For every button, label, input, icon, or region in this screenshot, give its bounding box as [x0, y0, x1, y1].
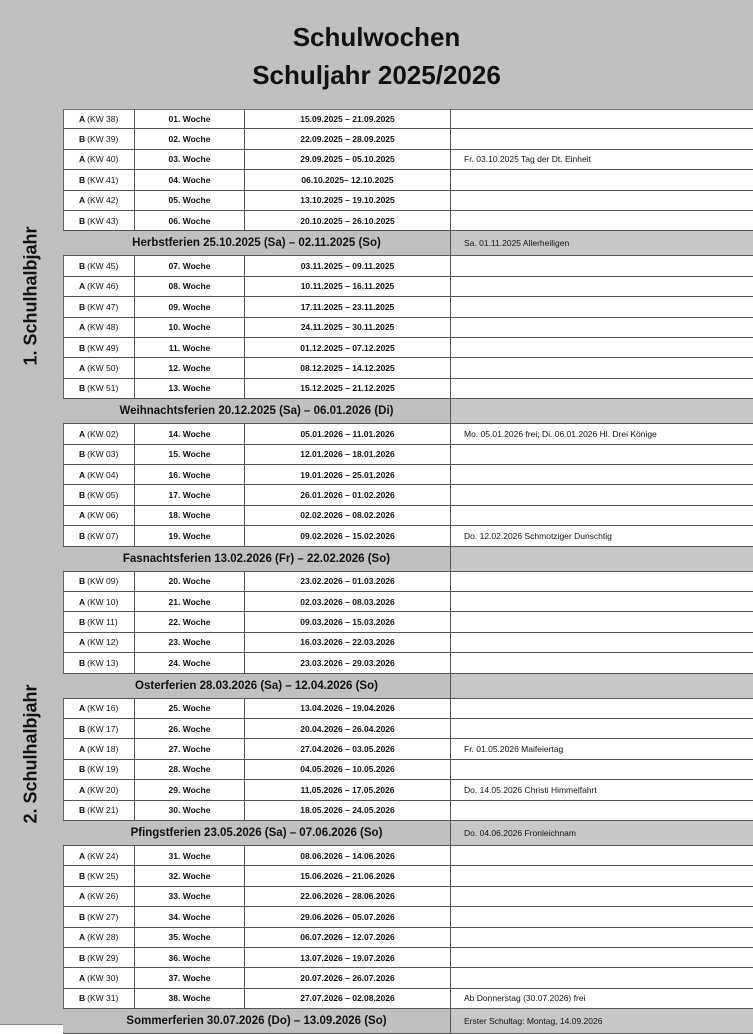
calendar-week: (KW 04)	[87, 469, 119, 480]
ab-label: A	[79, 154, 86, 165]
week-note	[451, 506, 753, 525]
week-cycle-cell	[63, 191, 135, 210]
calendar-week: (KW 17)	[87, 723, 119, 734]
ab-label: A	[79, 363, 86, 374]
week-note	[451, 129, 753, 148]
week-dates: 04.05.2026 – 10.05.2026	[245, 760, 451, 779]
week-row	[63, 485, 753, 505]
ab-label: A	[79, 637, 86, 648]
week-cycle-cell	[63, 211, 135, 230]
week-dates: 08.12.2025 – 14.12.2025	[245, 358, 451, 377]
week-note: Fr. 03.10.2025 Tag der Dt. Einheit	[464, 154, 591, 165]
week-dates: 06.10.2025– 12.10.2025	[245, 170, 451, 189]
ab-label: B	[79, 261, 86, 272]
week-note	[451, 948, 753, 967]
week-number: 18. Woche	[135, 506, 245, 525]
week-note	[451, 699, 753, 718]
ab-label: B	[79, 576, 86, 587]
ab-label: A	[79, 428, 86, 439]
holiday-label: Weihnachtsferien 20.12.2025 (Sa) – 06.01.2026 (Di)	[63, 399, 451, 423]
week-note	[451, 866, 753, 885]
week-cycle-cell	[63, 109, 135, 128]
calendar-week: (KW 31)	[87, 993, 119, 1004]
week-note	[451, 846, 753, 865]
week-note	[451, 612, 753, 631]
ab-label: B	[79, 952, 86, 963]
week-row	[63, 170, 753, 190]
ab-label: B	[79, 805, 86, 816]
ab-label: B	[79, 301, 86, 312]
week-cycle-cell	[63, 506, 135, 525]
calendar-week: (KW 40)	[87, 154, 119, 165]
week-note: Mo. 05.01.2026 frei; Di. 06.01.2026 Hl. Drei Könige	[464, 428, 657, 439]
week-number: 24. Woche	[135, 653, 245, 672]
week-dates: 24.11.2025 – 30.11.2025	[245, 318, 451, 337]
ab-label: A	[79, 322, 86, 333]
week-note	[451, 907, 753, 926]
week-row	[63, 379, 753, 399]
week-number: 12. Woche	[135, 358, 245, 377]
week-number: 06. Woche	[135, 211, 245, 230]
holiday-label: Herbstferien 25.10.2025 (Sa) – 02.11.2025 (So)	[63, 231, 451, 255]
ab-label: B	[79, 383, 86, 394]
ab-label: B	[79, 764, 86, 775]
week-row	[63, 612, 753, 632]
week-row	[63, 801, 753, 821]
holiday-label: Osterferien 28.03.2026 (Sa) – 12.04.2026 (So)	[63, 674, 451, 698]
week-note	[451, 760, 753, 779]
week-row	[63, 445, 753, 465]
week-cycle-cell	[63, 928, 135, 947]
calendar-week: (KW 11)	[87, 617, 118, 628]
ab-label: B	[79, 617, 86, 628]
week-dates: 13.07.2026 – 19.07.2026	[245, 948, 451, 967]
ab-label: A	[79, 703, 86, 714]
week-number: 10. Woche	[135, 318, 245, 337]
week-number: 14. Woche	[135, 424, 245, 443]
week-cycle-cell	[63, 379, 135, 398]
week-number: 36. Woche	[135, 948, 245, 967]
calendar-week: (KW 02)	[87, 428, 119, 439]
calendar-week: (KW 25)	[87, 871, 119, 882]
week-cycle-cell	[63, 485, 135, 504]
week-cycle-cell	[63, 866, 135, 885]
week-dates: 27.04.2026 – 03.05.2026	[245, 739, 451, 758]
week-number: 01. Woche	[135, 109, 245, 128]
week-number: 34. Woche	[135, 907, 245, 926]
week-dates: 02.03.2026 – 08.03.2026	[245, 592, 451, 611]
week-cycle-cell	[63, 968, 135, 987]
week-cycle-cell	[63, 739, 135, 758]
week-number: 20. Woche	[135, 572, 245, 591]
week-row	[63, 699, 753, 719]
calendar-week: (KW 03)	[87, 449, 119, 460]
ab-label: B	[79, 911, 86, 922]
week-row	[63, 526, 753, 546]
week-row	[63, 633, 753, 653]
week-dates: 20.10.2025 – 26.10.2025	[245, 211, 451, 230]
calendar-week: (KW 13)	[87, 657, 119, 668]
week-row	[63, 572, 753, 592]
week-cycle-cell	[63, 445, 135, 464]
week-note	[451, 358, 753, 377]
week-note	[451, 379, 753, 398]
week-row	[63, 760, 753, 780]
calendar-week: (KW 06)	[87, 510, 119, 521]
week-number: 04. Woche	[135, 170, 245, 189]
week-row	[63, 907, 753, 927]
holiday-note	[451, 674, 753, 698]
week-number: 07. Woche	[135, 256, 245, 275]
week-dates: 13.04.2026 – 19.04.2026	[245, 699, 451, 718]
week-row	[63, 465, 753, 485]
week-dates: 26.01.2026 – 01.02.2026	[245, 485, 451, 504]
calendar-week: (KW 46)	[87, 281, 119, 292]
week-number: 33. Woche	[135, 887, 245, 906]
week-number: 30. Woche	[135, 801, 245, 820]
week-cycle-cell	[63, 170, 135, 189]
calendar-week: (KW 49)	[87, 342, 119, 353]
week-note	[451, 968, 753, 987]
week-cycle-cell	[63, 592, 135, 611]
week-dates: 18.05.2026 – 24.05.2026	[245, 801, 451, 820]
week-note: Ab Donnerstag (30.07.2026) frei	[464, 993, 586, 1004]
week-number: 23. Woche	[135, 633, 245, 652]
week-cycle-cell	[63, 318, 135, 337]
holiday-label: Pfingstferien 23.05.2026 (Sa) – 07.06.2026 (So)	[63, 821, 451, 845]
week-cycle-cell	[63, 989, 135, 1008]
week-number: 32. Woche	[135, 866, 245, 885]
ab-label: B	[79, 490, 86, 501]
week-number: 27. Woche	[135, 739, 245, 758]
ab-label: A	[79, 195, 86, 206]
holiday-row	[63, 547, 753, 572]
ab-label: A	[79, 281, 86, 292]
holiday-row	[63, 674, 753, 699]
week-note	[451, 572, 753, 591]
week-cycle-cell	[63, 760, 135, 779]
holiday-note	[451, 547, 753, 571]
week-note	[451, 191, 753, 210]
week-row	[63, 338, 753, 358]
calendar-week: (KW 12)	[87, 637, 119, 648]
week-number: 17. Woche	[135, 485, 245, 504]
week-note	[451, 719, 753, 738]
week-dates: 11.05.2026 – 17.05.2026	[245, 780, 451, 799]
week-number: 08. Woche	[135, 277, 245, 296]
week-dates: 15.12.2025 – 21.12.2025	[245, 379, 451, 398]
week-row	[63, 948, 753, 968]
ab-label: A	[79, 850, 86, 861]
week-dates: 09.03.2026 – 15.03.2026	[245, 612, 451, 631]
ab-label: B	[79, 342, 86, 353]
week-dates: 16.03.2026 – 22.03.2026	[245, 633, 451, 652]
week-note	[451, 592, 753, 611]
ab-label: A	[79, 973, 86, 984]
holiday-row	[63, 1009, 753, 1034]
ab-label: A	[79, 469, 86, 480]
week-number: 26. Woche	[135, 719, 245, 738]
calendar-week: (KW 18)	[87, 744, 119, 755]
week-number: 16. Woche	[135, 465, 245, 484]
week-dates: 23.02.2026 – 01.03.2026	[245, 572, 451, 591]
calendar-week: (KW 30)	[87, 973, 119, 984]
calendar-week: (KW 39)	[87, 134, 119, 145]
week-row	[63, 739, 753, 759]
week-row	[63, 191, 753, 211]
calendar-week: (KW 16)	[87, 703, 119, 714]
week-cycle-cell	[63, 699, 135, 718]
calendar-week: (KW 05)	[87, 490, 119, 501]
week-number: 38. Woche	[135, 989, 245, 1008]
week-note	[451, 211, 753, 230]
calendar-week: (KW 21)	[87, 805, 119, 816]
ab-label: A	[79, 784, 86, 795]
week-row	[63, 318, 753, 338]
week-cycle-cell	[63, 801, 135, 820]
calendar-week: (KW 07)	[87, 530, 119, 541]
week-row	[63, 506, 753, 526]
ab-label: A	[79, 510, 86, 521]
holiday-note: Erster Schultag: Montag, 14.09.2026	[451, 1009, 753, 1033]
week-dates: 10.11.2025 – 16.11.2025	[245, 277, 451, 296]
week-number: 25. Woche	[135, 699, 245, 718]
week-cycle-cell	[63, 780, 135, 799]
ab-label: B	[79, 993, 86, 1004]
calendar-week: (KW 27)	[87, 911, 119, 922]
ab-label: B	[79, 871, 86, 882]
week-dates: 20.07.2026 – 26.07.2026	[245, 968, 451, 987]
week-number: 35. Woche	[135, 928, 245, 947]
calendar-week: (KW 19)	[87, 764, 119, 775]
calendar-week: (KW 45)	[87, 261, 119, 272]
calendar-week: (KW 38)	[87, 113, 119, 124]
holiday-row	[63, 231, 753, 256]
ab-label: A	[79, 891, 86, 902]
week-note	[451, 170, 753, 189]
week-row	[63, 109, 753, 129]
holiday-label: Sommerferien 30.07.2026 (Do) – 13.09.2026 (So)	[63, 1009, 451, 1033]
calendar-week: (KW 20)	[87, 784, 119, 795]
week-note	[451, 338, 753, 357]
week-cycle-cell	[63, 633, 135, 652]
week-cycle-cell	[63, 277, 135, 296]
week-row	[63, 256, 753, 276]
week-number: 15. Woche	[135, 445, 245, 464]
week-row	[63, 129, 753, 149]
calendar-week: (KW 10)	[87, 596, 119, 607]
ab-label: B	[79, 134, 86, 145]
week-dates: 03.11.2025 – 09.11.2025	[245, 256, 451, 275]
week-dates: 08.06.2026 – 14.06.2026	[245, 846, 451, 865]
week-note	[451, 445, 753, 464]
calendar-week: (KW 48)	[87, 322, 119, 333]
calendar-week: (KW 42)	[87, 195, 119, 206]
week-cycle-cell	[63, 338, 135, 357]
ab-label: B	[79, 657, 86, 668]
week-row	[63, 653, 753, 673]
week-row	[63, 846, 753, 866]
week-row	[63, 297, 753, 317]
week-note	[451, 277, 753, 296]
week-row	[63, 150, 753, 170]
semester-2-label: 2. Schulhalbjahr	[20, 683, 41, 824]
semester-2-band	[0, 483, 64, 1025]
week-note: Fr. 01.05.2026 Maifeiertag	[464, 744, 564, 755]
week-dates: 22.09.2025 – 28.09.2025	[245, 129, 451, 148]
week-dates: 15.09.2025 – 21.09.2025	[245, 109, 451, 128]
week-number: 22. Woche	[135, 612, 245, 631]
week-dates: 17.11.2025 – 23.11.2025	[245, 297, 451, 316]
ab-label: A	[79, 596, 86, 607]
week-number: 09. Woche	[135, 297, 245, 316]
week-dates: 01.12.2025 – 07.12.2025	[245, 338, 451, 357]
calendar-week: (KW 26)	[87, 891, 119, 902]
calendar-week: (KW 51)	[87, 383, 119, 394]
week-dates: 22.06.2026 – 28.06.2026	[245, 887, 451, 906]
week-cycle-cell	[63, 526, 135, 545]
week-row	[63, 719, 753, 739]
week-dates: 12.01.2026 – 18.01.2026	[245, 445, 451, 464]
holiday-row	[63, 821, 753, 846]
week-number: 02. Woche	[135, 129, 245, 148]
week-dates: 06.07.2026 – 12.07.2026	[245, 928, 451, 947]
week-cycle-cell	[63, 424, 135, 443]
page-subtitle: Schuljahr 2025/2026	[252, 60, 501, 90]
ab-label: B	[79, 215, 86, 226]
week-dates: 29.06.2026 – 05.07.2026	[245, 907, 451, 926]
week-row	[63, 989, 753, 1009]
week-row	[63, 592, 753, 612]
holiday-note: Sa. 01.11.2025 Allerheiligen	[451, 231, 753, 255]
week-cycle-cell	[63, 719, 135, 738]
ab-label: A	[79, 113, 86, 124]
week-note	[451, 485, 753, 504]
page-header	[0, 0, 753, 110]
week-number: 03. Woche	[135, 150, 245, 169]
week-row	[63, 780, 753, 800]
week-cycle-cell	[63, 846, 135, 865]
week-dates: 27.07.2026 – 02.08.2026	[245, 989, 451, 1008]
week-cycle-cell	[63, 150, 135, 169]
week-cycle-cell	[63, 572, 135, 591]
holiday-note: Do. 04.06.2026 Fronleichnam	[451, 821, 753, 845]
week-number: 05. Woche	[135, 191, 245, 210]
week-row	[63, 358, 753, 378]
semester-1-label: 1. Schulhalbjahr	[20, 226, 41, 366]
week-number: 19. Woche	[135, 526, 245, 545]
week-note	[451, 887, 753, 906]
week-number: 13. Woche	[135, 379, 245, 398]
calendar-week: (KW 50)	[87, 363, 119, 374]
week-dates: 09.02.2026 – 15.02.2026	[245, 526, 451, 545]
ab-label: B	[79, 449, 86, 460]
week-cycle-cell	[63, 256, 135, 275]
week-note	[451, 297, 753, 316]
week-note	[451, 465, 753, 484]
week-note	[451, 256, 753, 275]
week-note	[451, 653, 753, 672]
week-note: Do. 14.05.2026 Christi Himmelfahrt	[464, 784, 597, 795]
holiday-label: Fasnachtsferien 13.02.2026 (Fr) – 22.02.2026 (So)	[63, 547, 451, 571]
ab-label: B	[79, 530, 86, 541]
week-number: 21. Woche	[135, 592, 245, 611]
week-note	[451, 318, 753, 337]
week-cycle-cell	[63, 948, 135, 967]
week-row	[63, 928, 753, 948]
week-cycle-cell	[63, 129, 135, 148]
ab-label: A	[79, 744, 86, 755]
calendar-week: (KW 29)	[87, 952, 119, 963]
week-row	[63, 887, 753, 907]
week-number: 37. Woche	[135, 968, 245, 987]
week-row	[63, 277, 753, 297]
week-dates: 02.02.2026 – 08.02.2026	[245, 506, 451, 525]
week-cycle-cell	[63, 465, 135, 484]
week-number: 11. Woche	[135, 338, 245, 357]
holiday-note	[451, 399, 753, 423]
week-note	[451, 928, 753, 947]
week-dates: 29.09.2025 – 05.10.2025	[245, 150, 451, 169]
week-dates: 23.03.2026 – 29.03.2026	[245, 653, 451, 672]
week-dates: 20.04.2026 – 26.04.2026	[245, 719, 451, 738]
week-dates: 15.06.2026 – 21.06.2026	[245, 866, 451, 885]
calendar-week: (KW 28)	[87, 932, 119, 943]
week-row	[63, 968, 753, 988]
ab-label: B	[79, 723, 86, 734]
week-cycle-cell	[63, 653, 135, 672]
calendar-week: (KW 47)	[87, 301, 119, 312]
week-note	[451, 633, 753, 652]
week-row	[63, 866, 753, 886]
holiday-row	[63, 399, 753, 424]
week-number: 29. Woche	[135, 780, 245, 799]
week-cycle-cell	[63, 887, 135, 906]
ab-label: B	[79, 174, 86, 185]
week-number: 31. Woche	[135, 846, 245, 865]
calendar-week: (KW 24)	[87, 850, 119, 861]
week-note: Do. 12.02.2026 Schmotziger Dunschtig	[464, 530, 612, 541]
week-number: 28. Woche	[135, 760, 245, 779]
week-cycle-cell	[63, 907, 135, 926]
week-dates: 13.10.2025 – 19.10.2025	[245, 191, 451, 210]
calendar-week: (KW 43)	[87, 215, 119, 226]
week-cycle-cell	[63, 297, 135, 316]
week-dates: 19.01.2026 – 25.01.2026	[245, 465, 451, 484]
week-dates: 05.01.2026 – 11.01.2026	[245, 424, 451, 443]
calendar-week: (KW 41)	[87, 174, 119, 185]
week-cycle-cell	[63, 612, 135, 631]
week-row	[63, 424, 753, 444]
week-note	[451, 801, 753, 820]
week-note	[451, 109, 753, 128]
calendar-week: (KW 09)	[87, 576, 119, 587]
week-cycle-cell	[63, 358, 135, 377]
week-row	[63, 211, 753, 231]
ab-label: A	[79, 932, 86, 943]
semester-1-band	[0, 109, 64, 484]
page-title: Schulwochen	[292, 22, 461, 52]
